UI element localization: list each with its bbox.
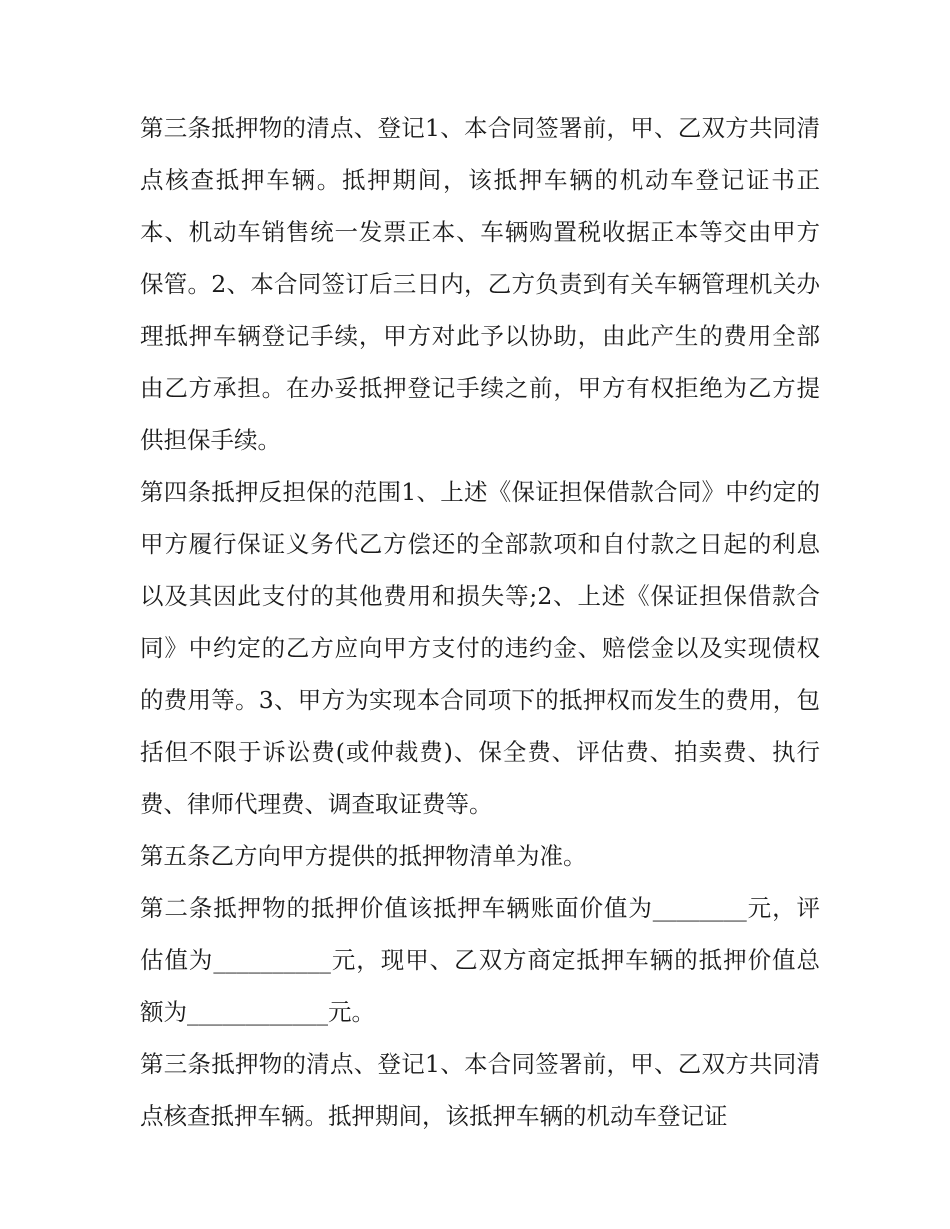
document-body [140,102,820,1142]
paragraph-article-4-scope: 第四条抵押反担保的范围1、上述《保证担保借款合同》中约定的甲方履行保证义务代乙方偿还的全部款项和自付款之日起的利息以及其因此支付的其他费用和损失等;2、上述《保证担保借款合同》中约定的乙方应向甲方支付的违约金、赔偿金以及实现债权的费用等。3、甲方为实现本合同项下的抵押权而发生的费用，包括但不限于诉讼费(或仲裁费)、保全费、评估费、拍卖费、执行费、律师代理费、调查取证费等。 [140,478,820,818]
paragraph-article-3-registration: 第三条抵押物的清点、登记1、本合同签署前，甲、乙双方共同清点核查抵押车辆。抵押期间，该抵押车辆的机动车登记证书正本、机动车销售统一发票正本、车辆购置税收据正本等交由甲方保管。2、本合同签订后三日内，乙方负责到有关车辆管理机关办理抵押车辆登记手续，甲方对此予以协助，由此产生的费用全部由乙方承担。在办妥抵押登记手续之前，甲方有权拒绝为乙方提供担保手续。 [140,114,820,454]
paragraph-article-2-value: 第二条抵押物的抵押价值该抵押车辆账面价值为________元，评估值为__________元，现甲、乙双方商定抵押车辆的抵押价值总额为____________元。 [140,894,820,1026]
paragraph-article-5-list: 第五条乙方向甲方提供的抵押物清单为准。 [140,842,587,870]
paragraph-article-3-repeat: 第三条抵押物的清点、登记1、本合同签署前，甲、乙双方共同清点核查抵押车辆。抵押期间，该抵押车辆的机动车登记证 [140,1050,820,1130]
